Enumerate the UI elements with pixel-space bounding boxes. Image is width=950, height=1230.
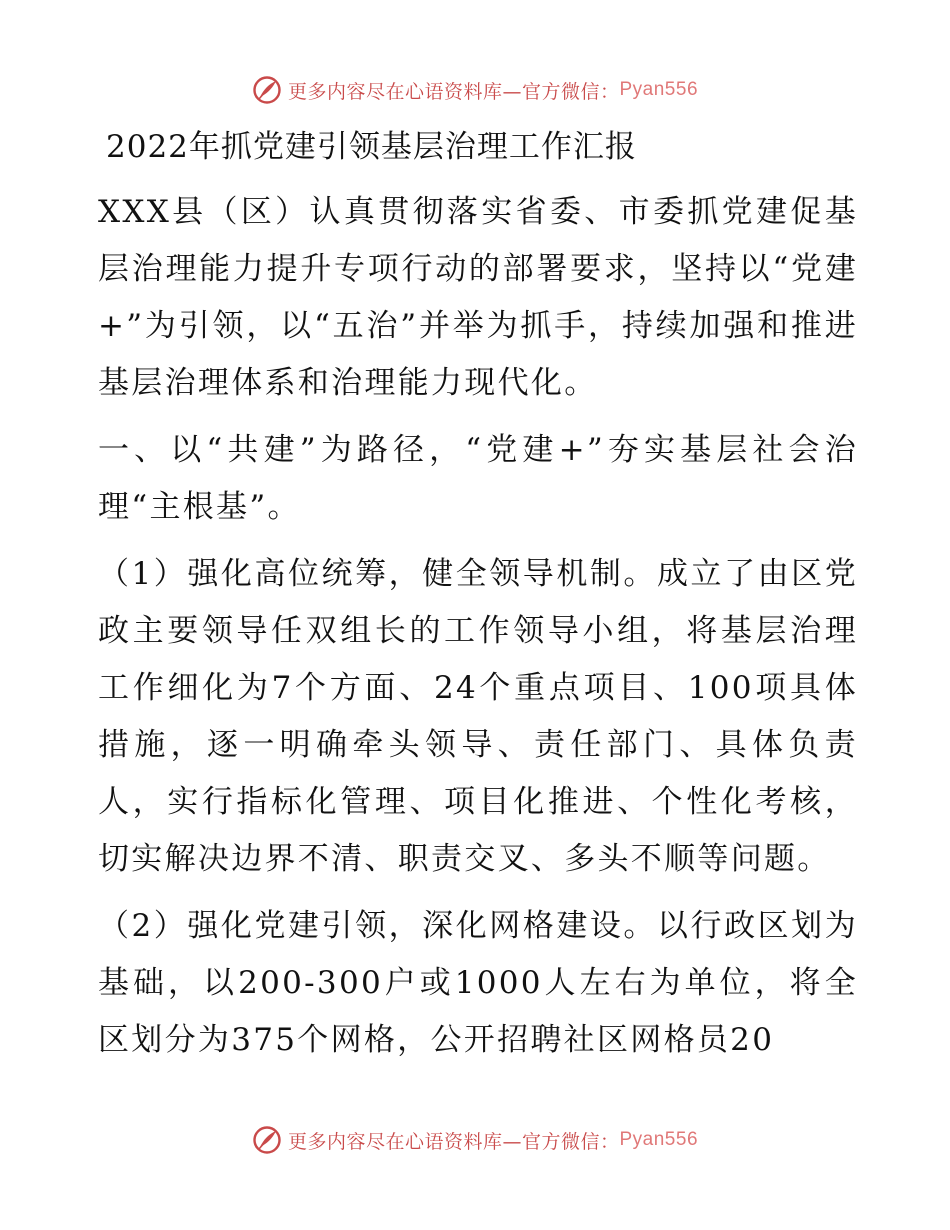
footer-watermark [0,1120,950,1160]
feather-quill-icon [252,75,282,105]
watermark-text: 更多内容尽在心语资料库—官方微信： [287,1130,620,1153]
paragraph-item-2: （2）强化党建引领，深化网格建设。以行政区划为基础，以200-300户或1000人左右为单位，将全区划分为375个网格，公开招聘社区网格员20 [98,908,858,1058]
document-title: 2022年抓党建引领基层治理工作汇报 [106,129,637,165]
paragraph-item-1: （1）强化高位统筹，健全领导机制。成立了由区党政主要领导任双组长的工作领导小组，将基层治理工作细化为7个方面、24个重点项目、100项具体措施，逐一明确牵头领导、责任部门、具体负责人，实行指标化管理、项目化推进、个性化考核，切实解决边界不清、职责交叉、多头不顺等问题。 [98,556,858,877]
feather-quill-icon [252,1125,282,1155]
header-watermark [0,70,950,110]
paragraph-section-1-heading: 一、以“共建”为路径，“党建+”夯实基层社会治理“主根基”。 [98,432,858,525]
watermark-text: 更多内容尽在心语资料库—官方微信： [287,80,620,103]
document-body [98,122,858,1079]
watermark-wechat-id: Pyan556 [619,1129,699,1150]
paragraph-intro: XXX县（区）认真贯彻落实省委、市委抓党建促基层治理能力提升专项行动的部署要求，坚持以“党建+”为引领，以“五治”并举为抓手，持续加强和推进基层治理体系和治理能力现代化。 [98,194,858,401]
watermark-wechat-id: Pyan556 [619,79,699,100]
